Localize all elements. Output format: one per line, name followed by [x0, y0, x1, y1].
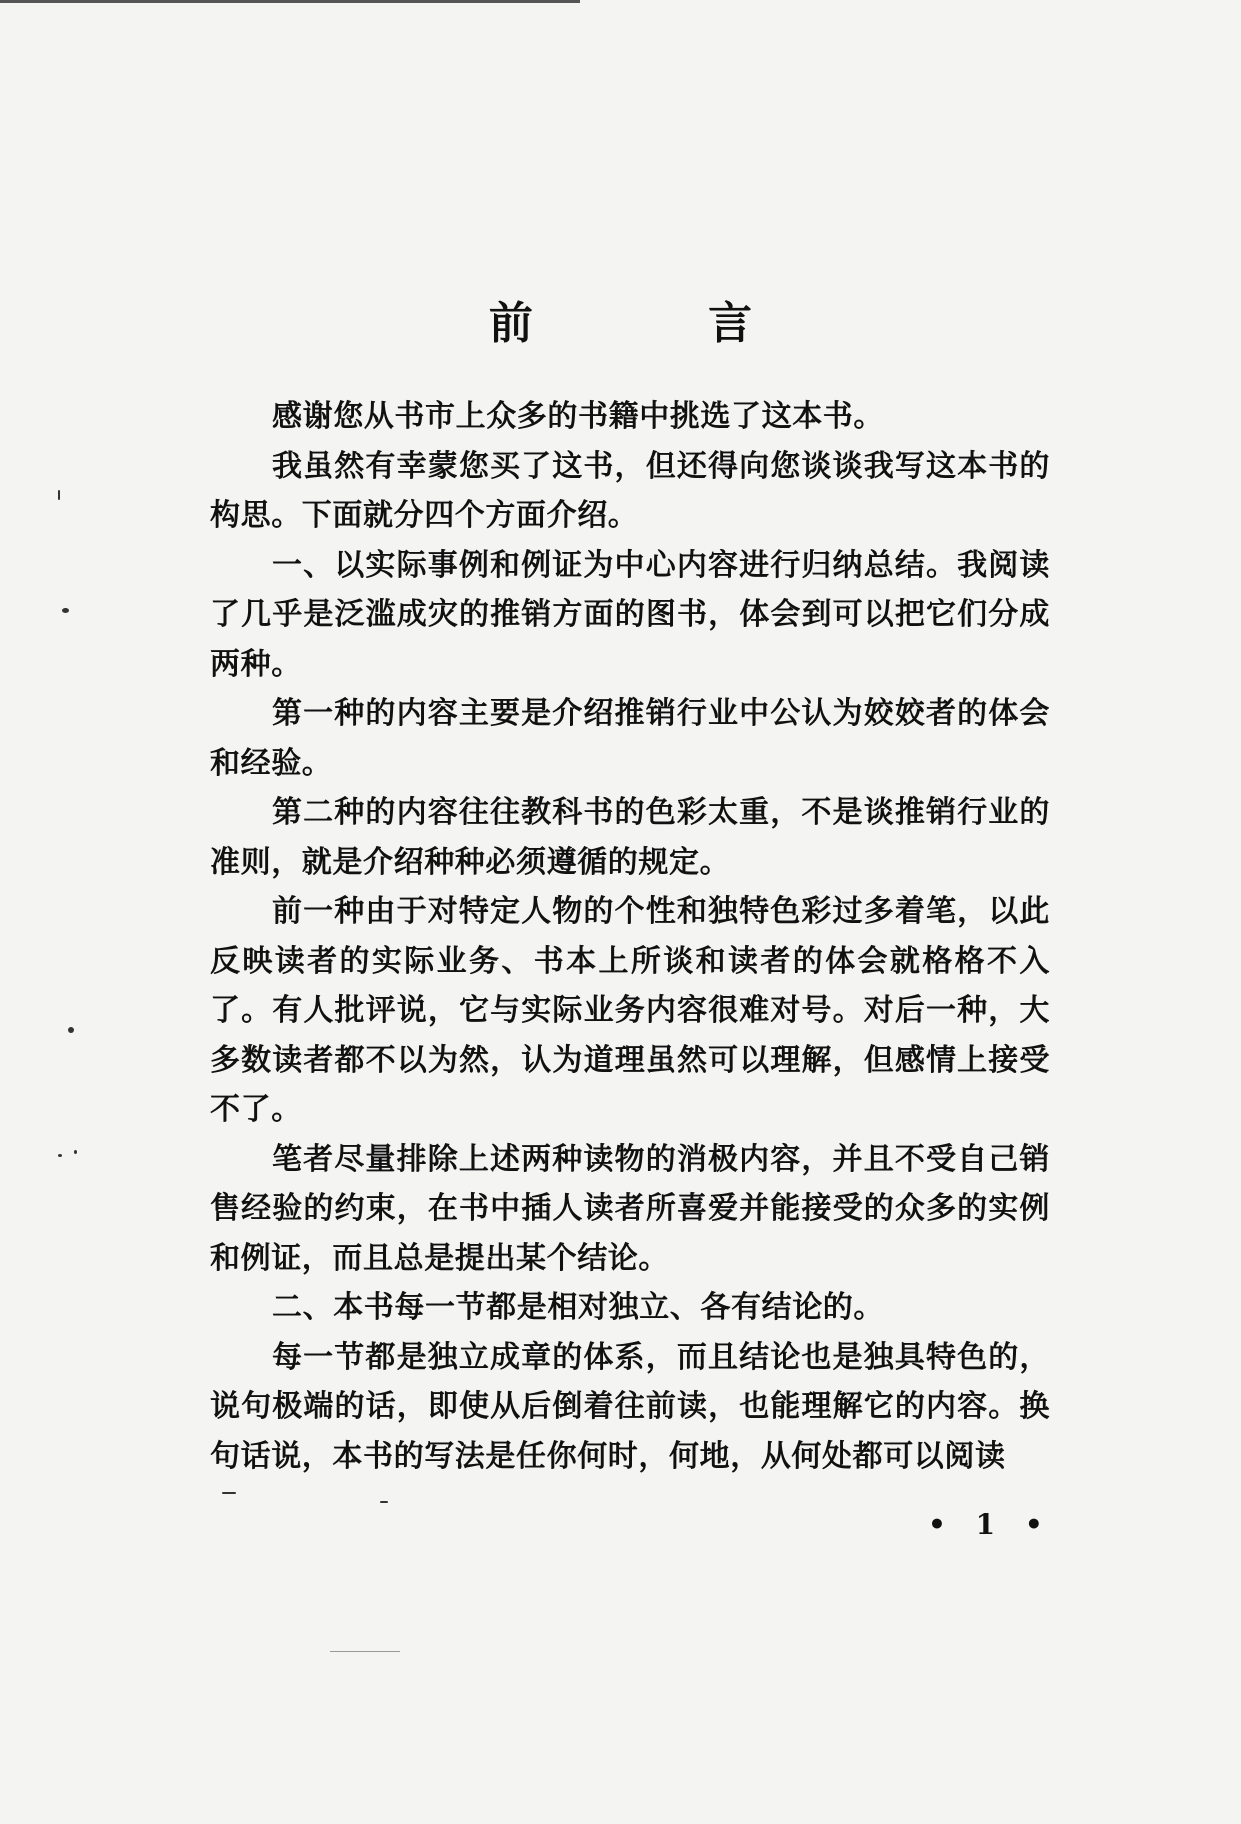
paragraph: 每一节都是独立成章的体系，而且结论也是独具特色的，说句极端的话，即使从后倒着往前读，也能理解它的内容。换句话说，本书的写法是任你何时，何地，从何处都可以阅读: [210, 1339, 1050, 1474]
paragraph: 二、本书每一节都是相对独立、各有结论的。: [272, 1290, 884, 1325]
scan-speck: [68, 1027, 74, 1033]
scan-speck: [222, 1492, 236, 1494]
scan-speck: [380, 1501, 388, 1503]
page-number: • 1 •: [928, 1508, 1053, 1541]
scan-speck: [62, 608, 69, 613]
page-title: 前 言: [488, 298, 833, 349]
scan-speck: [58, 490, 60, 500]
scan-speck: [58, 1154, 62, 1157]
paragraph: 感谢您从书市上众多的书籍中挑选了这本书。: [272, 399, 884, 434]
scan-speck: [74, 1150, 77, 1154]
paragraph: 前一种由于对特定人物的个性和独特色彩过多着笔，以此反映读者的实际业务、书本上所谈和读者的体会就格格不入了。有人批评说，它与实际业务内容很难对号。对后一种，大多数读者都不以为然，认为道理虽然可以理解，但感情上接受不了。: [210, 894, 1050, 1127]
paragraph: 第二种的内容往往教科书的色彩太重，不是谈推销行业的准则，就是介绍种种必须遵循的规定。: [210, 795, 1050, 880]
scan-speck: [330, 1651, 400, 1652]
paragraph: 一、以实际事例和例证为中心内容进行归纳总结。我阅读了几乎是泛滥成灾的推销方面的图书，体会到可以把它们分成两种。: [210, 547, 1050, 682]
paragraph: 我虽然有幸蒙您买了这书，但还得向您谈谈我写这本书的构思。下面就分四个方面介绍。: [210, 448, 1050, 533]
scan-top-rule: [0, 0, 580, 3]
preface-body: [210, 392, 1050, 1481]
paragraph: 第一种的内容主要是介绍推销行业中公认为姣姣者的体会和经验。: [210, 696, 1050, 781]
paragraph: 笔者尽量排除上述两种读物的消极内容，并且不受自己销售经验的约束，在书中插人读者所喜爱并能接受的众多的实例和例证，而且总是提出某个结论。: [210, 1141, 1050, 1276]
